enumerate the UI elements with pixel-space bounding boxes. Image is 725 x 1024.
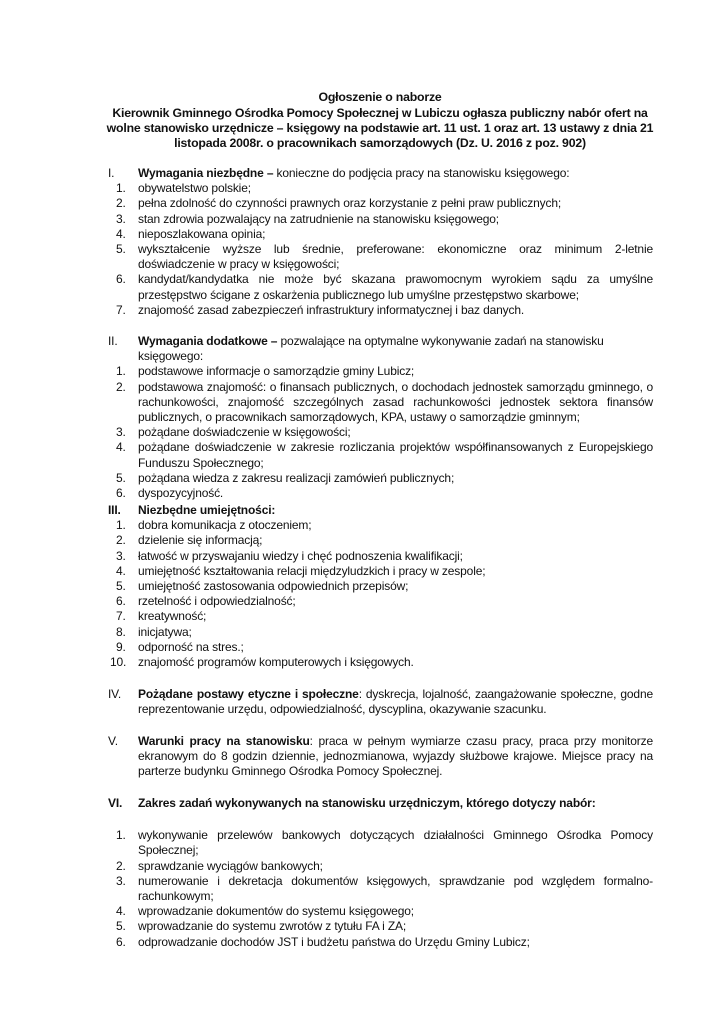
list-item-number: 4.	[116, 904, 126, 919]
list-item	[108, 904, 653, 919]
list-item-text: nieposzlakowana opinia;	[138, 226, 266, 241]
list-item-number: 2.	[116, 858, 126, 873]
list-item-number: 1.	[116, 181, 126, 196]
list-item-text: umiejętność kształtowania relacji międzyludzkich i pracy w zespole;	[138, 563, 486, 578]
list-item-number: 6.	[116, 934, 126, 949]
list-item-text: pełna zdolność do czynności prawnych oraz korzystanie z pełni praw publicznych;	[138, 196, 562, 211]
list-item	[108, 242, 653, 272]
list-item-text: wykonywanie przelewów bankowych dotyczących działalności Gminnego Ośrodka Pomocy Społecznej;	[138, 828, 653, 858]
list-item	[108, 935, 653, 950]
list-item-text: numerowanie i dekretacja dokumentów księgowych, sprawdzanie pod względem formalno-rachunkowym;	[138, 873, 653, 904]
list-item-number: 7.	[116, 609, 126, 624]
section-title: Pożądane postawy etyczne i społeczne	[138, 687, 359, 701]
section-description: : praca w pełnym wymiarze czasu pracy, praca przy monitorze ekranowym do 8 godzin dziennie, jednozmianowa, wyjazdy służbowe krajowe. Miejsce pracy na parterze budynku Gminnego Ośrodka Pomocy Społecznej.	[138, 734, 653, 779]
list-item-number: 3.	[116, 211, 126, 226]
section-number: I.	[108, 166, 115, 180]
list-item	[108, 196, 653, 211]
list-item-text: dyspozycyjność.	[138, 486, 224, 501]
section-number: VI.	[108, 796, 123, 810]
section-number: III.	[108, 503, 121, 517]
list-item-text: podstawowe informacje o samorządzie gminy Lubicz;	[138, 364, 415, 379]
list-item-number: 5.	[116, 579, 126, 594]
list-item-text: kreatywność;	[138, 609, 207, 624]
list-item	[108, 655, 653, 670]
list-item-text: inicjatywa;	[138, 624, 192, 639]
list-item	[108, 364, 653, 379]
section-additional	[108, 334, 653, 501]
list-item-text: odprowadzanie dochodów JST i budżetu państwa do Urzędu Gminy Lubicz;	[138, 934, 530, 949]
list-item-text: wprowadzanie dokumentów do systemu księgowego;	[138, 904, 414, 919]
list-item	[108, 874, 653, 904]
section-title: Wymagania niezbędne –	[138, 166, 274, 180]
list-item	[108, 212, 653, 227]
list	[108, 364, 653, 501]
section-tasks	[108, 796, 653, 950]
announcement-title: Ogłoszenie o naborze	[318, 90, 442, 104]
list-item-text: obywatelstwo polskie;	[138, 181, 251, 196]
list-item-text: łatwość w przyswajaniu wiedzy i chęć podnoszenia kwalifikacji;	[138, 548, 463, 563]
section-heading	[108, 796, 653, 811]
list-item-number: 3.	[116, 873, 126, 888]
list	[108, 828, 653, 950]
section-heading	[108, 503, 653, 518]
list-item-number: 5.	[116, 470, 126, 485]
list	[108, 181, 653, 318]
list-item-number: 10.	[110, 655, 127, 670]
section-heading	[108, 334, 653, 364]
section-description: pozwalające na optymalne wykonywanie zadań na stanowisku księgowego:	[138, 334, 604, 364]
list-item-text: pożądana wiedza z zakresu realizacji zamówień publicznych;	[138, 470, 455, 485]
section-title: Warunki pracy na stanowisku	[138, 734, 310, 748]
list-item-number: 6.	[116, 594, 126, 609]
list-item-number: 4.	[116, 563, 126, 578]
section-ethics	[108, 687, 653, 717]
list-item-number: 1.	[116, 518, 126, 533]
section-title: Niezbędne umiejętności:	[138, 503, 276, 517]
list-item-number: 5.	[116, 242, 126, 257]
section-number: IV.	[108, 687, 122, 701]
section-skills	[108, 503, 653, 670]
announcement-subtitle: Kierownik Gminnego Ośrodka Pomocy Społecznej w Lubiczu ogłasza publiczny nabór ofert na wolne stanowisko urzędnicze – księgowy na podstawie art. 11 ust. 1 oraz art. 13 ustawy z dnia 21 listopada 2008r. o pracownikach samorządowych (Dz. U. 2016 z poz. 902)	[106, 106, 654, 150]
section-number: V.	[108, 734, 118, 748]
list-item	[108, 272, 653, 302]
list-item-text: kandydat/kandydatka nie może być skazana prawomocnym wyrokiem sądu za umyślne przestępstwo ścigane z oskarżenia publicznego lub umyślne przestępstwo skarbowe;	[138, 272, 653, 302]
list-item	[108, 533, 653, 548]
section-heading	[108, 166, 653, 181]
list-item	[108, 859, 653, 874]
list-item-number: 6.	[116, 272, 126, 287]
section-description: : dyskrecja, lojalność, zaangażowanie społeczne, godne reprezentowanie urzędu, odpowiedzialność, dyscyplina, okazywanie szacunku.	[138, 687, 653, 717]
list-item-number: 9.	[116, 639, 126, 654]
list-item	[108, 828, 653, 858]
list-item-text: dobra komunikacja z otoczeniem;	[138, 518, 312, 533]
list-item	[108, 594, 653, 609]
section-heading	[108, 687, 653, 717]
list-item-text: znajomość programów komputerowych i księgowych.	[138, 655, 414, 670]
list-item-text: wprowadzanie do systemu zwrotów z tytułu FA i ZA;	[138, 919, 407, 934]
list	[108, 518, 653, 670]
section-title: Wymagania dodatkowe –	[138, 334, 278, 348]
list-item-number: 2.	[116, 379, 126, 394]
list-item	[108, 640, 653, 655]
list-item-number: 4.	[116, 440, 126, 455]
list-item-number: 3.	[116, 548, 126, 563]
list-item-number: 4.	[116, 226, 126, 241]
list-item	[108, 625, 653, 640]
list-item	[108, 486, 653, 501]
list-item-text: dzielenie się informacją;	[138, 533, 263, 548]
list-item	[108, 303, 653, 318]
section-description: konieczne do podjęcia pracy na stanowisku księgowego:	[273, 166, 570, 180]
list-item	[108, 471, 653, 486]
list-item	[108, 380, 653, 426]
list-item-number: 2.	[116, 533, 126, 548]
list-item-text: pożądane doświadczenie w zakresie rozliczania projektów współfinansowanych z Europejskiego Funduszu Społecznego;	[138, 440, 653, 470]
list-item-text: znajomość zasad zabezpieczeń infrastruktury informatycznej i baz danych.	[138, 302, 525, 317]
list-item-number: 1.	[116, 364, 126, 379]
list-item-text: wykształcenie wyższe lub średnie, preferowane: ekonomiczne oraz minimum 2-letnie doświadczenie w pracy w księgowości;	[138, 242, 653, 272]
list-item-number: 8.	[116, 624, 126, 639]
list-item-text: podstawowa znajomość: o finansach publicznych, o dochodach jednostek samorządu gminnego, o rachunkowości, znajomość szczególnych zasad rachunkowości jednostek sektora finansów publicznych, o pracownikach samorządowych, KPA, ustawy o samorządzie gminnym;	[138, 379, 653, 425]
list-item	[108, 227, 653, 242]
section-required	[108, 166, 653, 318]
list-item-number: 1.	[116, 828, 126, 843]
list-item	[108, 549, 653, 564]
list-item-text: stan zdrowia pozwalający na zatrudnienie na stanowisku księgowego;	[138, 211, 499, 226]
list-item-number: 7.	[116, 302, 126, 317]
section-title: Zakres zadań wykonywanych na stanowisku urzędniczym, którego dotyczy nabór:	[138, 796, 596, 810]
list-item	[108, 518, 653, 533]
section-conditions	[108, 734, 653, 780]
list-item-number: 2.	[116, 196, 126, 211]
list-item-number: 3.	[116, 425, 126, 440]
list-item	[108, 609, 653, 624]
list-item-text: odporność na stres.;	[138, 639, 244, 654]
list-item	[108, 564, 653, 579]
list-item-text: pożądane doświadczenie w księgowości;	[138, 425, 351, 440]
section-heading	[108, 734, 653, 780]
list-item-text: rzetelność i odpowiedzialność;	[138, 594, 296, 609]
list-item-text: sprawdzanie wyciągów bankowych;	[138, 858, 323, 873]
list-item	[108, 181, 653, 196]
list-item-number: 5.	[116, 919, 126, 934]
list-item	[108, 440, 653, 470]
list-item	[108, 579, 653, 594]
list-item-text: umiejętność zastosowania odpowiednich przepisów;	[138, 579, 409, 594]
list-item	[108, 425, 653, 440]
announcement-header	[100, 90, 660, 151]
list-item	[108, 919, 653, 934]
list-item-number: 6.	[116, 486, 126, 501]
section-number: II.	[108, 334, 118, 348]
